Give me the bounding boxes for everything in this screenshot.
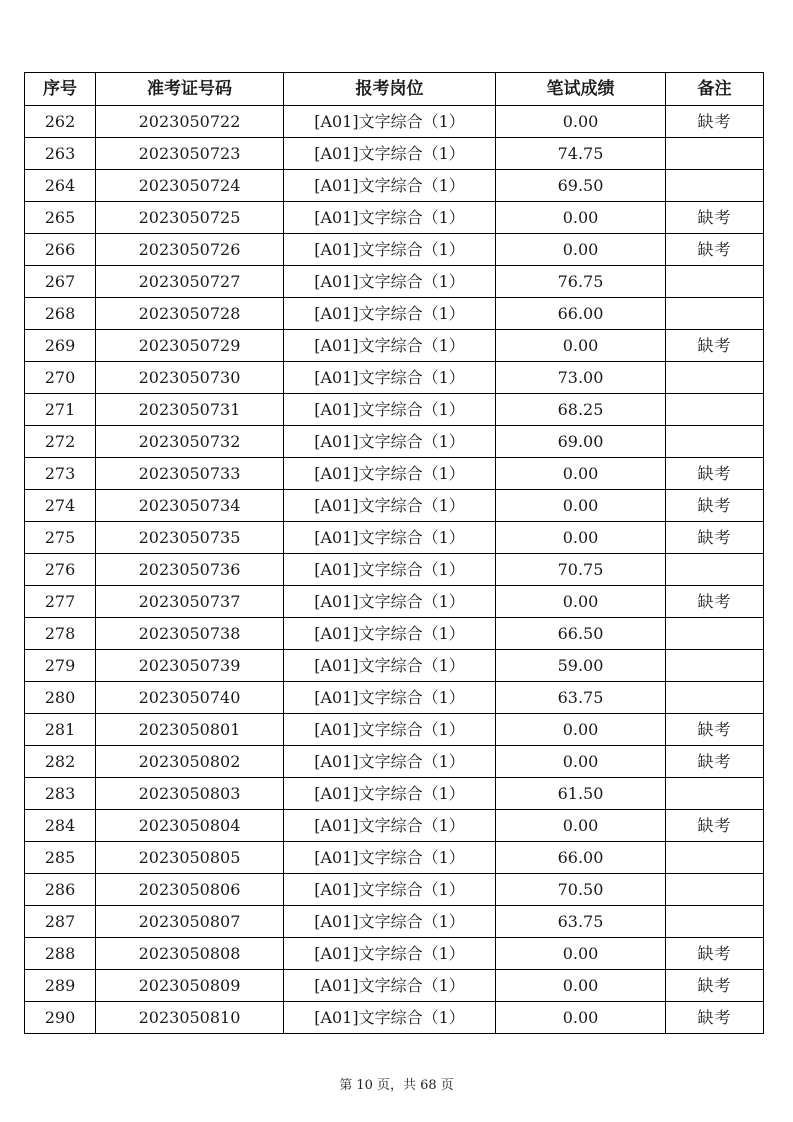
cell-remark: 缺考	[666, 586, 764, 618]
table-row	[25, 1002, 764, 1034]
cell-position: [A01]文字综合（1）	[284, 458, 496, 490]
cell-written-score: 0.00	[496, 714, 666, 746]
cell-seq: 271	[25, 394, 96, 426]
cell-ticket-number: 2023050740	[96, 682, 284, 714]
cell-seq: 270	[25, 362, 96, 394]
cell-seq: 289	[25, 970, 96, 1002]
table-row	[25, 234, 764, 266]
table-row	[25, 842, 764, 874]
cell-written-score: 63.75	[496, 682, 666, 714]
cell-ticket-number: 2023050804	[96, 810, 284, 842]
cell-remark: 缺考	[666, 1002, 764, 1034]
cell-written-score: 70.75	[496, 554, 666, 586]
cell-ticket-number: 2023050805	[96, 842, 284, 874]
cell-remark	[666, 266, 764, 298]
cell-seq: 285	[25, 842, 96, 874]
cell-remark	[666, 682, 764, 714]
cell-position: [A01]文字综合（1）	[284, 394, 496, 426]
cell-remark	[666, 618, 764, 650]
cell-seq: 279	[25, 650, 96, 682]
cell-ticket-number: 2023050739	[96, 650, 284, 682]
cell-written-score: 66.00	[496, 298, 666, 330]
cell-position: [A01]文字综合（1）	[284, 106, 496, 138]
cell-remark	[666, 298, 764, 330]
cell-remark	[666, 426, 764, 458]
cell-ticket-number: 2023050729	[96, 330, 284, 362]
cell-ticket-number: 2023050808	[96, 938, 284, 970]
cell-written-score: 63.75	[496, 906, 666, 938]
cell-seq: 281	[25, 714, 96, 746]
cell-written-score: 0.00	[496, 106, 666, 138]
table-row	[25, 106, 764, 138]
cell-remark: 缺考	[666, 714, 764, 746]
cell-ticket-number: 2023050734	[96, 490, 284, 522]
cell-seq: 280	[25, 682, 96, 714]
header-position: 报考岗位	[284, 73, 496, 106]
table-row	[25, 170, 764, 202]
cell-ticket-number: 2023050735	[96, 522, 284, 554]
header-written-score: 笔试成绩	[496, 73, 666, 106]
cell-ticket-number: 2023050802	[96, 746, 284, 778]
cell-ticket-number: 2023050807	[96, 906, 284, 938]
cell-ticket-number: 2023050738	[96, 618, 284, 650]
table-row	[25, 906, 764, 938]
cell-remark	[666, 906, 764, 938]
cell-position: [A01]文字综合（1）	[284, 618, 496, 650]
cell-written-score: 0.00	[496, 586, 666, 618]
cell-seq: 262	[25, 106, 96, 138]
cell-ticket-number: 2023050728	[96, 298, 284, 330]
cell-position: [A01]文字综合（1）	[284, 522, 496, 554]
cell-written-score: 70.50	[496, 874, 666, 906]
cell-written-score: 76.75	[496, 266, 666, 298]
cell-remark	[666, 362, 764, 394]
cell-ticket-number: 2023050801	[96, 714, 284, 746]
cell-position: [A01]文字综合（1）	[284, 650, 496, 682]
cell-remark	[666, 842, 764, 874]
table-row	[25, 938, 764, 970]
cell-seq: 277	[25, 586, 96, 618]
cell-seq: 274	[25, 490, 96, 522]
cell-written-score: 0.00	[496, 746, 666, 778]
cell-remark	[666, 554, 764, 586]
cell-remark: 缺考	[666, 746, 764, 778]
cell-seq: 264	[25, 170, 96, 202]
cell-position: [A01]文字综合（1）	[284, 906, 496, 938]
cell-position: [A01]文字综合（1）	[284, 330, 496, 362]
table-row	[25, 970, 764, 1002]
cell-ticket-number: 2023050806	[96, 874, 284, 906]
cell-seq: 263	[25, 138, 96, 170]
cell-position: [A01]文字综合（1）	[284, 298, 496, 330]
cell-ticket-number: 2023050736	[96, 554, 284, 586]
cell-seq: 269	[25, 330, 96, 362]
table-row	[25, 490, 764, 522]
cell-position: [A01]文字综合（1）	[284, 490, 496, 522]
table-row	[25, 554, 764, 586]
table-row	[25, 394, 764, 426]
cell-position: [A01]文字综合（1）	[284, 810, 496, 842]
table-row	[25, 426, 764, 458]
cell-seq: 265	[25, 202, 96, 234]
cell-position: [A01]文字综合（1）	[284, 362, 496, 394]
cell-position: [A01]文字综合（1）	[284, 714, 496, 746]
cell-ticket-number: 2023050737	[96, 586, 284, 618]
cell-seq: 275	[25, 522, 96, 554]
cell-written-score: 0.00	[496, 522, 666, 554]
cell-remark	[666, 778, 764, 810]
cell-seq: 278	[25, 618, 96, 650]
cell-ticket-number: 2023050733	[96, 458, 284, 490]
cell-ticket-number: 2023050725	[96, 202, 284, 234]
cell-written-score: 0.00	[496, 1002, 666, 1034]
cell-remark	[666, 394, 764, 426]
cell-written-score: 74.75	[496, 138, 666, 170]
cell-position: [A01]文字综合（1）	[284, 970, 496, 1002]
cell-ticket-number: 2023050730	[96, 362, 284, 394]
cell-remark: 缺考	[666, 234, 764, 266]
cell-position: [A01]文字综合（1）	[284, 778, 496, 810]
cell-remark	[666, 138, 764, 170]
table-row	[25, 458, 764, 490]
cell-ticket-number: 2023050722	[96, 106, 284, 138]
cell-remark: 缺考	[666, 970, 764, 1002]
cell-seq: 267	[25, 266, 96, 298]
cell-ticket-number: 2023050727	[96, 266, 284, 298]
cell-written-score: 0.00	[496, 202, 666, 234]
cell-ticket-number: 2023050726	[96, 234, 284, 266]
cell-remark	[666, 874, 764, 906]
cell-position: [A01]文字综合（1）	[284, 234, 496, 266]
cell-written-score: 69.00	[496, 426, 666, 458]
table-row	[25, 266, 764, 298]
cell-position: [A01]文字综合（1）	[284, 586, 496, 618]
table-row	[25, 650, 764, 682]
cell-seq: 266	[25, 234, 96, 266]
cell-seq: 282	[25, 746, 96, 778]
cell-position: [A01]文字综合（1）	[284, 138, 496, 170]
cell-position: [A01]文字综合（1）	[284, 746, 496, 778]
cell-seq: 276	[25, 554, 96, 586]
table-row	[25, 330, 764, 362]
cell-remark: 缺考	[666, 810, 764, 842]
table-row	[25, 874, 764, 906]
table-row	[25, 682, 764, 714]
cell-ticket-number: 2023050809	[96, 970, 284, 1002]
table-row	[25, 362, 764, 394]
cell-position: [A01]文字综合（1）	[284, 842, 496, 874]
table-row	[25, 522, 764, 554]
table-row	[25, 618, 764, 650]
cell-seq: 290	[25, 1002, 96, 1034]
table-row	[25, 298, 764, 330]
cell-position: [A01]文字综合（1）	[284, 266, 496, 298]
table-row	[25, 714, 764, 746]
table-body	[25, 106, 764, 1034]
table-row	[25, 810, 764, 842]
cell-written-score: 0.00	[496, 970, 666, 1002]
cell-remark: 缺考	[666, 106, 764, 138]
table-row	[25, 746, 764, 778]
table-row	[25, 778, 764, 810]
cell-ticket-number: 2023050731	[96, 394, 284, 426]
cell-position: [A01]文字综合（1）	[284, 202, 496, 234]
cell-position: [A01]文字综合（1）	[284, 874, 496, 906]
page-footer: 第 10 页，共 68 页	[339, 1078, 454, 1093]
table-row	[25, 202, 764, 234]
cell-written-score: 0.00	[496, 810, 666, 842]
cell-written-score: 66.00	[496, 842, 666, 874]
cell-written-score: 0.00	[496, 330, 666, 362]
cell-ticket-number: 2023050724	[96, 170, 284, 202]
cell-written-score: 66.50	[496, 618, 666, 650]
cell-seq: 273	[25, 458, 96, 490]
cell-written-score: 69.50	[496, 170, 666, 202]
score-table	[24, 72, 764, 1034]
header-seq: 序号	[25, 73, 96, 106]
cell-remark: 缺考	[666, 938, 764, 970]
cell-position: [A01]文字综合（1）	[284, 170, 496, 202]
cell-ticket-number: 2023050723	[96, 138, 284, 170]
cell-remark: 缺考	[666, 330, 764, 362]
cell-remark: 缺考	[666, 202, 764, 234]
header-ticket-number: 准考证号码	[96, 73, 284, 106]
cell-written-score: 59.00	[496, 650, 666, 682]
cell-remark: 缺考	[666, 522, 764, 554]
cell-written-score: 0.00	[496, 938, 666, 970]
header-row	[25, 73, 764, 106]
cell-written-score: 73.00	[496, 362, 666, 394]
cell-position: [A01]文字综合（1）	[284, 682, 496, 714]
cell-position: [A01]文字综合（1）	[284, 554, 496, 586]
cell-position: [A01]文字综合（1）	[284, 426, 496, 458]
cell-written-score: 61.50	[496, 778, 666, 810]
header-remark: 备注	[666, 73, 764, 106]
cell-ticket-number: 2023050810	[96, 1002, 284, 1034]
table-row	[25, 138, 764, 170]
cell-seq: 272	[25, 426, 96, 458]
cell-written-score: 68.25	[496, 394, 666, 426]
cell-seq: 288	[25, 938, 96, 970]
cell-position: [A01]文字综合（1）	[284, 1002, 496, 1034]
cell-ticket-number: 2023050732	[96, 426, 284, 458]
cell-seq: 286	[25, 874, 96, 906]
cell-seq: 268	[25, 298, 96, 330]
table-row	[25, 586, 764, 618]
cell-written-score: 0.00	[496, 234, 666, 266]
cell-written-score: 0.00	[496, 490, 666, 522]
cell-remark	[666, 170, 764, 202]
cell-seq: 283	[25, 778, 96, 810]
cell-seq: 287	[25, 906, 96, 938]
cell-remark	[666, 650, 764, 682]
cell-seq: 284	[25, 810, 96, 842]
cell-ticket-number: 2023050803	[96, 778, 284, 810]
cell-written-score: 0.00	[496, 458, 666, 490]
cell-remark: 缺考	[666, 490, 764, 522]
table-header	[25, 73, 764, 106]
cell-position: [A01]文字综合（1）	[284, 938, 496, 970]
cell-remark: 缺考	[666, 458, 764, 490]
